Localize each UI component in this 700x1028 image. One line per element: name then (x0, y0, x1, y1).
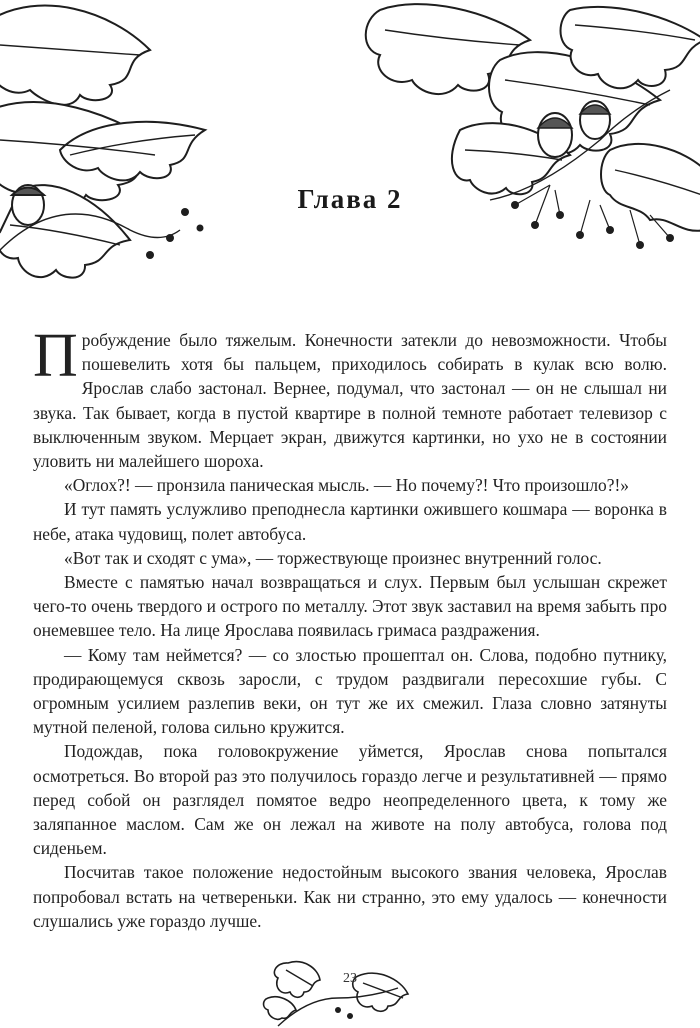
drop-cap: П (33, 322, 78, 390)
paragraph: «Оглох?! — пронзила паническая мысль. — Но почему?! Что произошло?!» (64, 475, 629, 496)
paragraph: Пробуждение было тяжелым. Конечности затекли до невозможности. Чтобы пошевелить хотя бы пальцем, приходилось собирать в кулак всю волю. Ярослав слабо застонал. Вернее, подумал, что застонал — он не слышал ни звука. Так бывает, когда в пустой квартире в полной темноте работает телевизор с выключенным звуком. Мерцает экран, движутся картинки, но ухо не в состоянии уловить ни малейшего шороха. (33, 322, 667, 472)
oak-sprig-icon (258, 958, 418, 1028)
chapter-text (33, 322, 667, 933)
paragraph: — Кому там неймется? — со злостью прошептал он. Слова, подобно путнику, продирающемуся сквозь заросли, с трудом раздвигали пересохшие губы. С огромным усилием разлепив веки, он тут же их смежил. Глаза словно затянуты мутной пеленой, голова сильно кружится. (33, 644, 667, 738)
oak-leaves-icon (0, 0, 220, 300)
paragraph: Подождав, пока головокружение уймется, Ярослав снова попытался осмотреться. Во второй раз это получилось гораздо легче и результативней — прямо перед собой он разглядел помятое ведро неопределенного цвета, к тому же заляпанное маслом. Сам же он лежал на животе на полу автобуса, голова под сиденьем. (33, 741, 667, 859)
paragraph: Вместе с памятью начал возвращаться и слух. Первым был услышан скрежет чего-то очень твердого и острого по металлу. Этот звук заставил на время забыть про онемевшее тело. На лице Ярослава появилась гримаса раздражения. (33, 572, 667, 641)
paragraph: И тут память услужливо преподнесла картинки ожившего кошмара — воронка в небе, атака чудовищ, полет автобуса. (33, 499, 667, 544)
paragraph: «Вот так и сходят с ума», — торжествующе произнес внутренний голос. (64, 547, 602, 568)
oak-leaves-acorn-icon (340, 0, 700, 270)
page-number: 23 (343, 971, 357, 986)
chapter-title: Глава 2 (297, 184, 403, 214)
paragraph: Посчитав такое положение недостойным высокого звания человека, Ярослав попробовал встать на четвереньки. Как ни странно, это ему удалось — конечности слушались уже гораздо лучше. (33, 862, 667, 931)
